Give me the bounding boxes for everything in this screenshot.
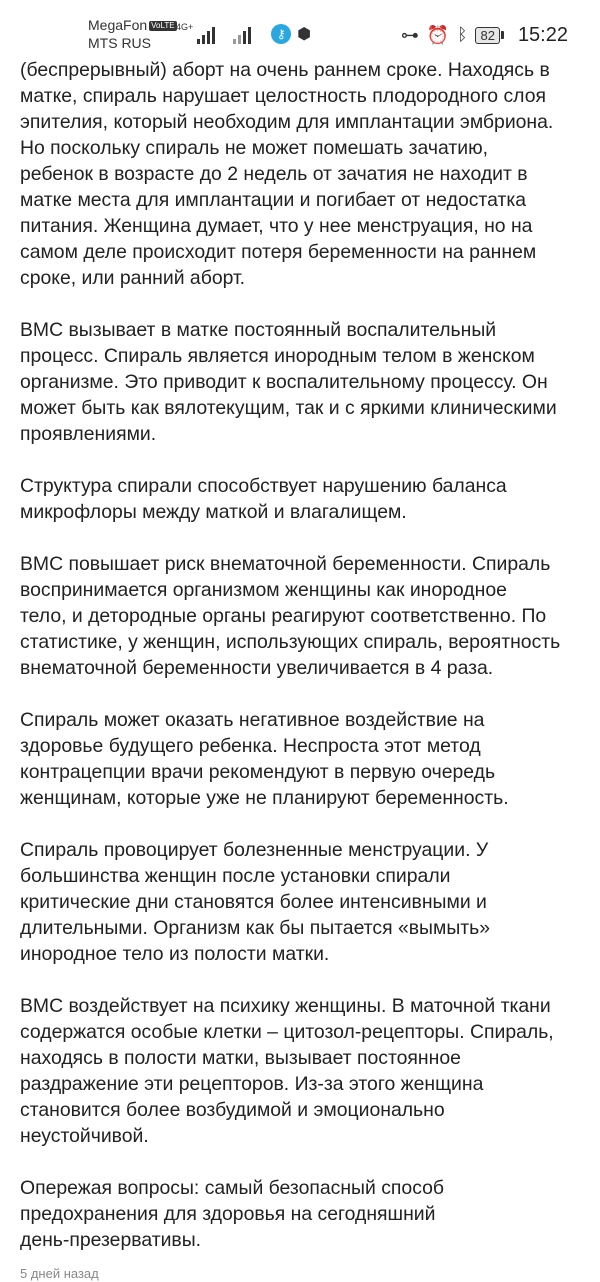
- signal-indicators: [176, 20, 313, 44]
- post-body: [20, 57, 586, 1253]
- key-icon: ⊶: [400, 25, 419, 45]
- post-paragraph: ВМС вызывает в матке постоянный воспалительный процесс. Спираль является инородным телом в женском организме. Это приводит к воспалительному процессу. Он может быть как вялотекущим, так и с яркими клиническими проявлениями.: [20, 319, 557, 445]
- carrier-sub: MTS RUS: [88, 35, 151, 51]
- clock: 15:22: [517, 24, 568, 46]
- post-paragraph: Структура спирали способствует нарушению баланса микрофлоры между маткой и влагалищем.: [20, 475, 507, 523]
- post-paragraph: ВМС повышает риск внематочной беременности. Спираль воспринимается организмом женщины как инородное тело, и детородные органы реагируют соответственно. По статистике, у женщин, использующих спираль, вероятность внематочной беременности увеличивается в 4 раза.: [20, 553, 561, 679]
- post-timestamp: 5 дней назад: [20, 1266, 99, 1281]
- cube-icon: ⬢: [297, 26, 312, 43]
- signal-icon: [233, 24, 251, 44]
- vpn-key-icon: ⚷: [271, 24, 291, 44]
- post-paragraph: Спираль провоцирует болезненные менструации. У большинства женщин после установки спирали критические дни становятся более интенсивными и длительными. Организм как бы пытается «вымыть» инородное тело из полости матки.: [20, 839, 491, 965]
- battery-level: 82: [475, 27, 499, 44]
- bluetooth-icon: ᛒ: [457, 25, 468, 44]
- network-type: 4G+: [176, 22, 194, 32]
- status-bar: [0, 0, 600, 60]
- post-paragraph: Опережая вопросы: самый безопасный способ предохранения для здоровья на сегодняшний день-презервативы.: [20, 1177, 444, 1251]
- carrier-name: MegaFon: [88, 17, 148, 33]
- status-right: [401, 22, 568, 48]
- alarm-icon: ⏰: [426, 25, 450, 45]
- volte-badge: VoLTE: [151, 21, 175, 30]
- signal-icon: [197, 24, 215, 44]
- post-paragraph: (беспрерывный) аборт на очень раннем сроке. Находясь в матке, спираль нарушает целостность плодородного слоя эпителия, который необходим для имплантации эмбриона. Но поскольку спираль не может помешать зачатию, ребенок в возрасте до 2 недель от зачатия не находит в матке места для имплантации и погибает от недостатка питания. Женщина думает, что у нее менструация, но на самом деле происходит потеря беременности на раннем сроке, или ранний аборт.: [20, 59, 554, 289]
- post-paragraph: ВМС воздействует на психику женщины. В маточной ткани содержатся особые клетки – цитозол-рецепторы. Спираль, находясь в полости матки, вызывает постоянное раздражение эти рецепторов. Из-за этого женщина становится более возбудимой и эмоционально неустойчивой.: [20, 995, 554, 1147]
- post-paragraph: Спираль может оказать негативное воздействие на здоровье будущего ребенка. Неспроста этот метод контрацепции врачи рекомендуют в первую очередь женщинам, которые уже не планируют беременность.: [20, 709, 509, 809]
- carrier-info: [88, 16, 177, 52]
- battery-icon: [475, 27, 503, 44]
